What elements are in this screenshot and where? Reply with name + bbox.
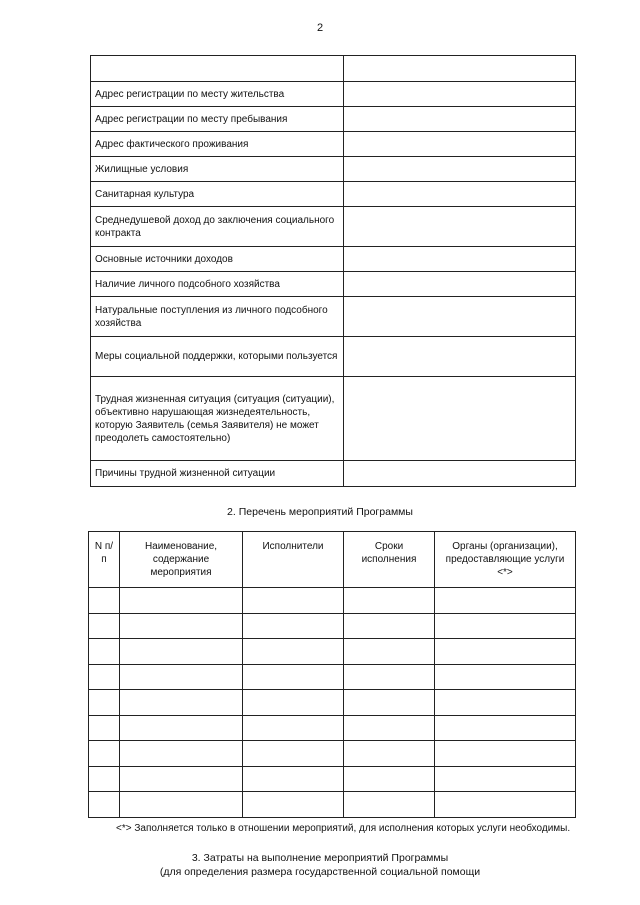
row-value — [344, 297, 576, 337]
table-row — [91, 247, 576, 272]
table-cell — [435, 690, 576, 716]
section3-title-line1: 3. Затраты на выполнение мероприятий Программы — [191, 852, 449, 864]
header-row — [89, 532, 576, 588]
footnote: <*> Заполняется только в отношении мероприятий, для исполнения которых услуги необходимы. — [116, 823, 571, 834]
table-cell — [89, 715, 120, 741]
table-row — [89, 766, 576, 792]
table-cell — [435, 664, 576, 690]
table-row — [89, 639, 576, 665]
row-value — [344, 182, 576, 207]
table-cell — [344, 690, 435, 716]
table-cell — [435, 715, 576, 741]
table-cell — [435, 792, 576, 818]
col-header-name: Наименование, содержание мероприятия — [120, 532, 243, 588]
table-row — [91, 56, 576, 82]
row-label: Адрес регистрации по месту пребывания — [91, 107, 344, 132]
table-cell — [243, 792, 344, 818]
row-value — [344, 337, 576, 377]
table-cell — [89, 792, 120, 818]
row-value — [344, 56, 576, 82]
table-cell — [344, 664, 435, 690]
table-cell — [89, 690, 120, 716]
row-label — [91, 56, 344, 82]
table-cell — [243, 613, 344, 639]
row-value — [344, 461, 576, 487]
row-label: Жилищные условия — [91, 157, 344, 182]
table-row — [91, 132, 576, 157]
table-cell — [89, 588, 120, 614]
table-cell — [243, 741, 344, 767]
table-cell — [243, 588, 344, 614]
table-row — [91, 337, 576, 377]
section3-title-line2: (для определения размера государственной социальной помощи — [159, 866, 481, 878]
row-label: Основные источники доходов — [91, 247, 344, 272]
table-row — [89, 741, 576, 767]
table-cell — [120, 766, 243, 792]
table-row — [89, 792, 576, 818]
row-value — [344, 82, 576, 107]
table-cell — [120, 690, 243, 716]
table-cell — [120, 741, 243, 767]
table-cell — [435, 766, 576, 792]
table-cell — [120, 588, 243, 614]
table-cell — [435, 639, 576, 665]
table-cell — [89, 664, 120, 690]
table-row — [91, 82, 576, 107]
table-row — [89, 715, 576, 741]
col-header-number: N п/п — [89, 532, 120, 588]
table-cell — [344, 792, 435, 818]
table-row — [91, 377, 576, 461]
table-row — [89, 690, 576, 716]
table-cell — [243, 715, 344, 741]
row-label: Среднедушевой доход до заключения социального контракта — [91, 207, 344, 247]
activities-body — [89, 588, 576, 818]
table-cell — [120, 613, 243, 639]
col-header-executors: Исполнители — [243, 532, 344, 588]
table-row — [91, 107, 576, 132]
table-row — [91, 182, 576, 207]
table-cell — [435, 741, 576, 767]
table-cell — [344, 588, 435, 614]
table-cell — [344, 741, 435, 767]
table-cell — [89, 741, 120, 767]
table-cell — [435, 588, 576, 614]
table-cell — [243, 766, 344, 792]
col-header-deadlines: Сроки исполнения — [344, 532, 435, 588]
table-cell — [120, 792, 243, 818]
row-label: Трудная жизненная ситуация (ситуация (ситуации), объективно нарушающая жизнедеятельность, которую Заявитель (семья Заявителя) не может преодолеть самостоятельно) — [91, 377, 344, 461]
row-value — [344, 247, 576, 272]
table-cell — [89, 766, 120, 792]
row-label: Натуральные поступления из личного подсобного хозяйства — [91, 297, 344, 337]
row-value — [344, 107, 576, 132]
table-cell — [344, 715, 435, 741]
section2-title: 2. Перечень мероприятий Программы — [227, 506, 413, 518]
row-label: Меры социальной поддержки, которыми пользуется — [91, 337, 344, 377]
table-cell — [120, 639, 243, 665]
program-activities-table — [88, 531, 576, 818]
row-label: Причины трудной жизненной ситуации — [91, 461, 344, 487]
table-cell — [120, 664, 243, 690]
row-label: Адрес регистрации по месту жительства — [91, 82, 344, 107]
row-label: Санитарная культура — [91, 182, 344, 207]
row-value — [344, 207, 576, 247]
row-value — [344, 157, 576, 182]
table-row — [91, 297, 576, 337]
page-number: 2 — [316, 22, 324, 34]
table-cell — [344, 613, 435, 639]
table-row — [89, 613, 576, 639]
table-row — [89, 664, 576, 690]
table-row — [91, 461, 576, 487]
table-cell — [243, 690, 344, 716]
table-cell — [344, 639, 435, 665]
table-cell — [120, 715, 243, 741]
row-label: Адрес фактического проживания — [91, 132, 344, 157]
applicant-info-table — [90, 55, 576, 487]
row-value — [344, 272, 576, 297]
table-cell — [89, 613, 120, 639]
table-cell — [243, 639, 344, 665]
table-row — [91, 207, 576, 247]
row-label: Наличие личного подсобного хозяйства — [91, 272, 344, 297]
table-cell — [435, 613, 576, 639]
table-cell — [344, 766, 435, 792]
col-header-organizations: Органы (организации), предоставляющие услуги <*> — [435, 532, 576, 588]
table-cell — [243, 664, 344, 690]
table-row — [89, 588, 576, 614]
table-cell — [89, 639, 120, 665]
row-value — [344, 377, 576, 461]
table-row — [91, 272, 576, 297]
table-row — [91, 157, 576, 182]
row-value — [344, 132, 576, 157]
